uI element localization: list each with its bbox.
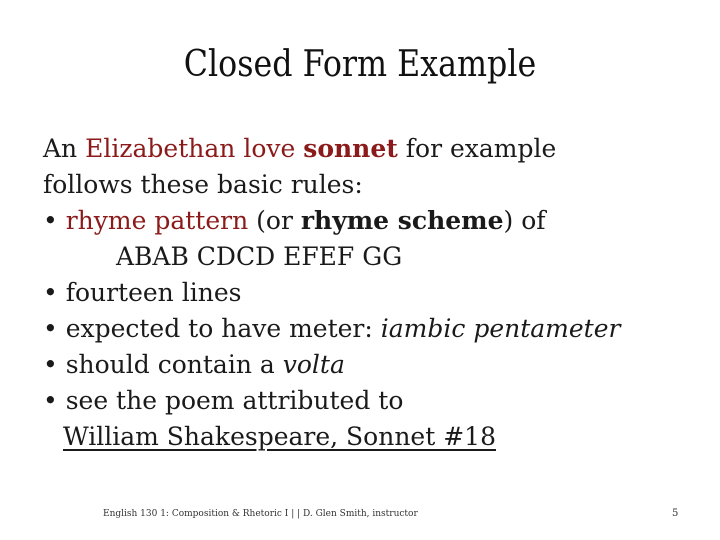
footer-course-info: English 130 1: Composition & Rhetoric I | | D. Glen Smith, instructor xyxy=(103,509,418,519)
iambic-pentameter-text: iambic pentameter xyxy=(380,314,621,343)
bullet-meter xyxy=(43,311,693,347)
slide-body xyxy=(43,131,693,455)
bullet-rhyme-pattern xyxy=(43,203,693,239)
intro-line-1 xyxy=(43,131,693,167)
rhyme-mid-text: (or xyxy=(248,206,301,235)
volta-text: volta xyxy=(282,350,345,379)
bullet-fourteen-lines: • fourteen lines xyxy=(43,278,242,307)
rhyme-scheme-value: ABAB CDCD EFEF GG xyxy=(116,242,403,271)
meter-text: • expected to have meter: xyxy=(43,314,381,343)
slide-title: Closed Form Example xyxy=(183,44,537,85)
page-number: 5 xyxy=(672,508,679,519)
rhyme-pattern-text: rhyme pattern xyxy=(65,206,249,235)
bullet-prefix: • xyxy=(43,206,66,235)
intro-line-2: follows these basic rules: xyxy=(43,170,363,199)
rhyme-scheme-text: rhyme scheme xyxy=(300,206,504,235)
rhyme-end-text: ) of xyxy=(503,206,546,235)
volta-prefix-text: • should contain a xyxy=(43,350,283,379)
sonnet-18-link[interactable]: William Shakespeare, Sonnet #18 xyxy=(63,422,496,451)
intro-text-1: An xyxy=(43,134,86,163)
intro-sonnet: sonnet xyxy=(303,134,398,163)
sonnet-link-line xyxy=(43,419,693,455)
intro-elizabethan-love: Elizabethan love xyxy=(85,134,304,163)
bullet-volta xyxy=(43,347,693,383)
bullet-see-poem: • see the poem attributed to xyxy=(43,386,404,415)
intro-text-4: for example xyxy=(397,134,557,163)
